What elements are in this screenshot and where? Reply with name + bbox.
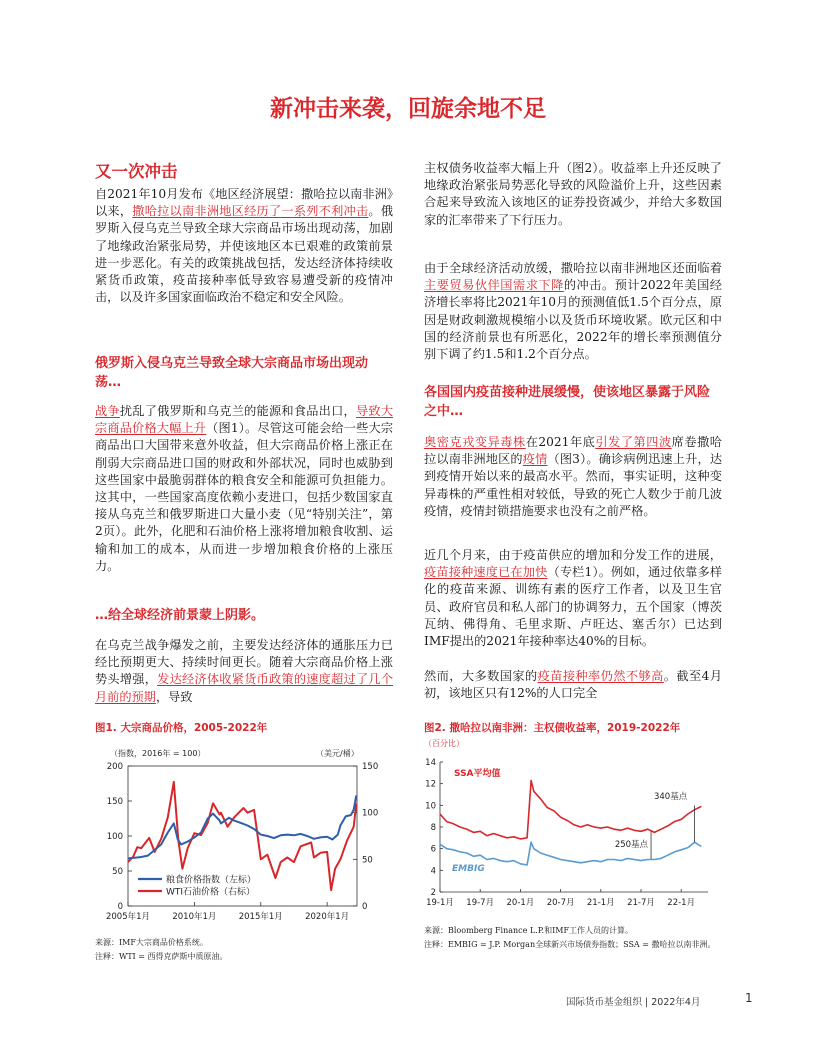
x-tick-label: 20-7月 [546,898,575,908]
text-run: （专栏1）。例如，通过依靠多样化的疫苗来源、训练有素的医疗工作者，以及卫生官员、政府官员和私人部门的协调努力，五个国家（博茨瓦纳、佛得角、毛里求斯、卢旺达、塞舌尔）已达到IMF提出的2021年接种率达40%的目标。 [424,565,723,649]
text-run: 在2021年底 [525,435,596,449]
figure1-source: 来源：IMF大宗商品价格系统。 [95,938,208,947]
legend-label: WTI石油价格（右标） [166,887,256,898]
text-run: 的冲击。预计2022年美国经济增长率将比2021年10月的预测值低1.5个百分点，原因是财政刺激规模缩小以及货币环境收紧。欧元区和中国的经济前景也有所恶化，2022年的增长率预测值分别下调了约1.5和1.2个百分点。 [424,278,722,362]
y2-tick-label: 150 [362,762,379,772]
text-run: 自2021年10月发布《地区经济展望：撒哈拉以南非洲》以来， [95,187,393,219]
text-run: 席卷撒哈拉以南非洲地区的 [424,435,722,467]
text-run: 主权债务收益率大幅上升（图2）。收益率上升还反映了地缘政治紧张局势恶化导致的风险溢价上升，这些因素合起来导致流入该地区的证券投资减少，并给大多数国家的汇率带来了下行压力。 [424,161,722,227]
page-number: 1 [745,991,753,1005]
y-tick-label: 12 [425,779,436,790]
annotation-340: 340基点 [653,791,688,802]
x-tick-label: 20-1月 [506,898,535,908]
text-run: 由于全球经济活动放缓，撒哈拉以南非洲地区还面临着 [424,261,722,275]
figure2-unit: （百分比） [424,739,464,748]
paragraph-inflation [95,637,393,706]
page-title: 新冲击来袭，回旋余地不足 [270,96,546,122]
x-tick-label: 2005年1月 [105,912,151,922]
text-run: 在乌克兰战争爆发之前，主要发达经济体的通胀压力已经比预期更大、持续时间更长。随着大宗商品价格上涨势头增强， [95,638,393,687]
legend-label: 粮食价格指数（左标） [166,875,257,886]
text-run: （图1）。尽管这可能会给一些大宗商品出口大国带来意外收益，但大宗商品价格上涨正在削弱大宗商品进口国的财政和外部状况，同时也威胁到这些国家中最脆弱群体的粮食安全和能源可负担能力。这其中，一些国家高度依赖小麦进口，包括少数国家直接从乌克兰和俄罗斯进口大量小麦（见“特别关注”，第2页）。此外，化肥和石油价格上涨将增加粮食收割、运输和加工的成本，从而进一步增加粮食价格的上涨压力。 [95,421,394,573]
x-tick-label: 19-7月 [466,898,495,908]
annotation-250: 250基点 [614,840,649,851]
series-label-embig: EMBIG [452,864,485,874]
paragraph-intro [95,186,393,306]
x-tick-label: 2015年1月 [238,912,283,922]
x-tick-label: 2010年1月 [172,912,217,922]
y-tick-label: 6 [430,844,436,855]
footer-publisher: 国际货币基金组织 | 2022年4月 [566,997,701,1008]
figure2-caption: 图2. 撒哈拉以南非洲：主权债收益率，2019-2022年 [424,722,681,734]
y-tick-label: 2 [430,888,436,898]
paragraph-war [95,403,393,575]
inline-link[interactable]: 撒哈拉以南非洲地区经历了一系列不利冲击 [132,204,369,219]
y-tick-label: 14 [425,758,436,768]
y2-tick-label: 50 [362,855,373,866]
figure1-caption: 图1. 大宗商品价格，2005-2022年 [95,722,268,734]
paragraph-yields [424,160,722,229]
paragraph-vaccine-speed [424,547,722,650]
y2-tick-label: 100 [362,808,379,819]
inline-link[interactable]: 疫苗接种速度已在加快 [424,565,548,580]
y-tick-label: 8 [430,823,436,833]
series-line [440,842,701,865]
x-tick-label: 19-1月 [426,898,454,908]
inline-link[interactable]: 疫情 [522,452,548,467]
x-tick-label: 2020年1月 [305,912,350,922]
x-tick-label: 21-7月 [627,898,655,908]
heading-vaccination: 各国国内疫苗接种进展缓慢，使该地区暴露于风险之中… [424,385,711,419]
paragraph-vaccine-rate [424,668,722,702]
figure1-left-unit: （指数，2016年 = 100） [110,749,206,758]
text-run: 然而，大多数国家的 [424,669,538,683]
y-tick-label: 200 [106,762,123,772]
inline-link[interactable]: 导致大宗商品价格大幅上升 [95,404,394,436]
y-tick-label: 0 [117,902,123,912]
inline-link[interactable]: 战争 [95,404,120,418]
series-line [128,782,356,890]
figure2-chart [418,752,724,918]
y-tick-label: 100 [106,832,123,842]
text-run: ，导致 [155,689,193,704]
y2-tick-label: 0 [362,902,368,912]
series-line [128,795,356,858]
y-tick-label: 10 [425,801,436,812]
y-tick-label: 50 [112,867,123,877]
x-tick-label: 21-1月 [586,898,615,908]
inline-link[interactable]: 主要贸易伙伴国需求下降 [424,278,564,293]
paragraph-omicron [424,434,722,520]
inline-link[interactable]: 疫苗接种率仍然不够高 [537,669,664,683]
text-run: 。截至4月初，该地区只有12%的人口完全 [424,669,723,701]
series-label-ssa: SSA平均值 [454,769,501,779]
x-tick-label: 22-1月 [667,898,696,908]
y-tick-label: 4 [430,866,436,877]
paragraph-demand [424,260,722,363]
heading-global-outlook: …给全球经济前景蒙上阴影。 [95,608,265,623]
text-run: 近几个月来，由于疫苗供应的增加和分发工作的进展， [424,548,722,562]
text-run: 。俄罗斯入侵乌克兰导致全球大宗商品市场出现动荡，加剧了地缘政治紧张局势，并使该地区本已艰难的政策前景进一步恶化。有关的政策挑战包括，发达经济体持续收紧货币政策，疫苗接种率低导致容易遭受新的疫情冲击，以及许多国家面临政治不稳定和安全风险。 [95,204,394,305]
figure1-chart [95,756,395,928]
text-run: （图3）。确诊病例迅速上升，达到疫情开始以来的最高水平。然而，事实证明，这种变异毒株的严重性相对较低，导致的死亡人数少于前几波疫情，疫情封锁措施要求也没有之前严格。 [424,452,723,518]
figure1-right-unit: （美元/桶） [316,749,359,758]
heading-commodity-turmoil: 俄罗斯入侵乌克兰导致全球大宗商品市场出现动荡… [95,356,369,390]
figure2-source: 来源：Bloomberg Finance L.P.和IMF工作人员的计算。 [424,926,634,935]
figure2-note: 注释：EMBIG = J.P. Morgan全球新兴市场债券指数；SSA = 撒哈拉以南非洲。 [424,940,716,949]
figure1-note: 注释：WTI = 西得克萨斯中质原油。 [95,952,228,961]
series-line [440,780,701,839]
y-tick-label: 150 [106,797,123,807]
inline-link[interactable]: 发达经济体收紧货币政策的速度超过了几个月前的预期 [95,672,394,704]
heading-another-shock: 又一次冲击 [95,162,178,181]
inline-link[interactable]: 奥密克戎变异毒株 [424,435,526,449]
inline-link[interactable]: 引发了第四波 [595,435,672,449]
text-run: 扰乱了俄罗斯和乌克兰的能源和食品出口， [119,404,356,418]
